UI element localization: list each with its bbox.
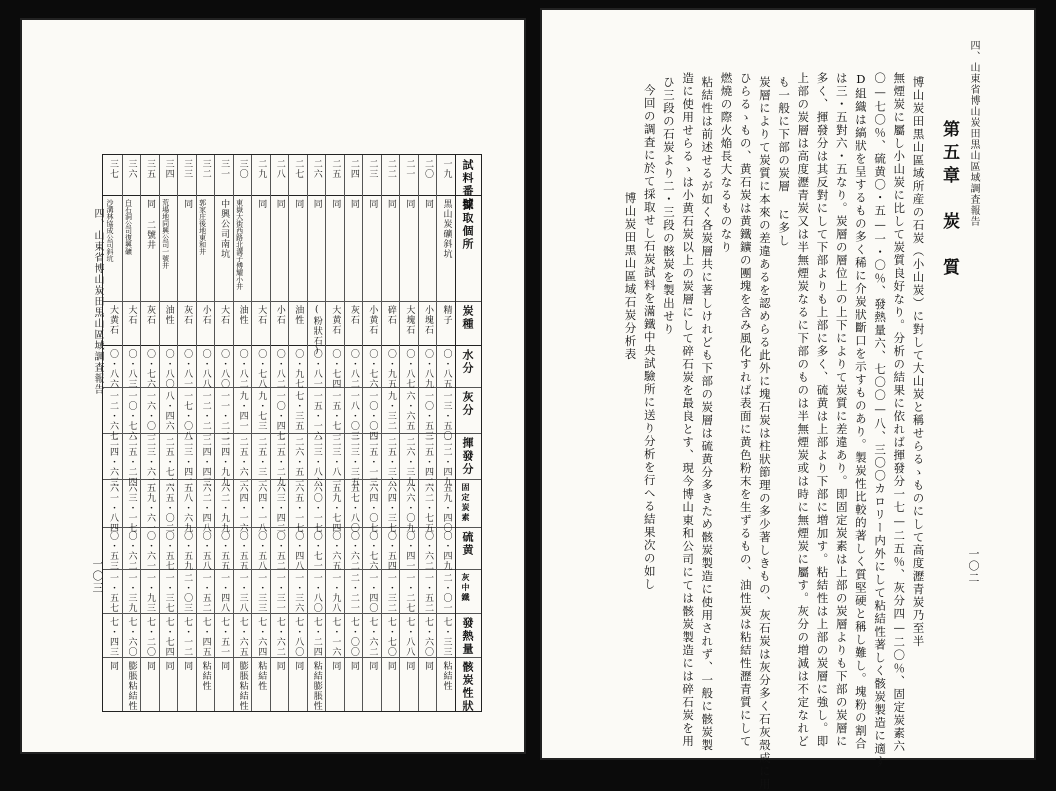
table-cell-ash_iron: 二・二一 — [348, 573, 359, 613]
table-column-divider — [362, 155, 363, 711]
table-cell-calorie: 七・八〇 — [293, 617, 304, 657]
table-cell-fixed_carbon: 六二・四八 — [200, 483, 211, 533]
table-cell-sulfur: 〇・五五 — [237, 531, 248, 571]
table-cell-no: 二一 — [404, 159, 415, 179]
table-cell-coke: 同 — [367, 661, 378, 671]
table-cell-ash_iron: 一・三八 — [237, 573, 248, 613]
table-cell-sulfur: 〇・五九 — [182, 531, 193, 571]
table-cell-coke: 粘結膨脹性 — [311, 661, 322, 711]
table-cell-coke: 同 — [163, 661, 174, 671]
table-cell-volatile: 二六・三九 — [404, 437, 415, 487]
table-cell-ash: 八・四六 — [163, 391, 174, 431]
table-cell-moisture: 〇・七四 — [330, 349, 341, 389]
table-cell-volatile: 二五・二四 — [126, 437, 137, 487]
table-cell-place: 白石洞公司復興礦 — [124, 199, 133, 255]
table-cell-fixed_carbon: 五九・六一 — [145, 483, 156, 533]
table-cell-calorie: 七・七四 — [163, 617, 174, 657]
table-cell-ash: 一〇・五三 — [422, 391, 433, 441]
table-column-divider — [177, 155, 178, 711]
left-page — [20, 18, 526, 754]
table-cell-coke: 同 — [404, 661, 415, 671]
table-cell-sulfur: 〇・五七 — [163, 531, 174, 571]
table-cell-sulfur: 〇・六一 — [145, 531, 156, 571]
table-cell-sulfur: 〇・五五 — [219, 531, 230, 571]
table-cell-fixed_carbon: 六四・〇七 — [367, 483, 378, 533]
table-cell-calorie: 七・三三 — [441, 617, 452, 657]
page-number: 一〇三 — [91, 558, 104, 594]
table-cell-moisture: 〇・八八 — [200, 349, 211, 389]
table-cell-sulfur: 〇・五八 — [200, 531, 211, 571]
table-cell-place: 同 — [422, 199, 433, 209]
table-cell-fixed_carbon: 五九・七四 — [330, 483, 341, 533]
table-cell-ash_iron: 一・三九 — [126, 573, 137, 613]
table-cell-ash: 九・七三 — [256, 391, 267, 431]
table-column-divider — [344, 155, 345, 711]
table-cell-kind: 小石 — [274, 305, 285, 325]
table-cell-moisture: 〇・八〇 — [163, 349, 174, 389]
table-cell-volatile: 二六・五一 — [293, 437, 304, 487]
table-cell-volatile: 二二・四九 — [441, 437, 452, 487]
table-cell-kind: 大石 — [256, 305, 267, 325]
table-column-divider — [140, 155, 141, 711]
table-cell-kind: 大石 — [126, 305, 137, 325]
table-cell-ash: 一〇・〇四 — [367, 391, 378, 441]
table-header-no: 試料番號 — [461, 159, 474, 211]
table-cell-ash: 一〇・七六 — [126, 391, 137, 441]
table-cell-ash: 一五・一六 — [311, 391, 322, 441]
table-cell-calorie: 七・六五 — [237, 617, 248, 657]
table-cell-moisture: 〇・八二 — [348, 349, 359, 389]
table-header-place: 採取個所 — [461, 199, 474, 251]
table-cell-place: 同 — [348, 199, 359, 209]
body-line: は三・五對六・五なり。炭層の層位上の上下によりて炭質に差違あり。即固定炭素は上部の炭層よりも下部の炭層に — [834, 72, 849, 748]
table-cell-fixed_carbon: 六六・〇九 — [404, 483, 415, 533]
table-cell-no: 二四 — [348, 159, 359, 179]
table-row-divider — [103, 301, 481, 302]
table-cell-calorie: 七・六二 — [367, 617, 378, 657]
table-cell-volatile: 二四・九九 — [219, 437, 230, 487]
table-cell-moisture: 〇・八三 — [126, 349, 137, 389]
table-cell-place: 同 — [404, 199, 415, 209]
table-cell-ash_iron: 一・五七 — [108, 573, 118, 613]
chapter-title: 第五章 炭 質 — [939, 120, 959, 281]
table-cell-coke: 粘結性 — [200, 661, 211, 691]
running-header-right: 四、山東省博山炭田黒山區域調査報告 — [968, 40, 979, 227]
body-line: 博山炭田黒山區域石炭分析表 — [623, 192, 638, 361]
table-cell-no: 三四 — [163, 159, 174, 179]
body-line: 造に使用せらるゝは小黄石炭以上の炭層にして碎石炭を最良とす、現今博山東和公司にては骸炭製造には碎石炭を用 — [681, 72, 696, 748]
table-cell-ash: 一三・五〇 — [441, 391, 452, 441]
table-cell-sulfur: 〇・五四 — [385, 531, 396, 571]
table-cell-ash: 一〇・四七 — [274, 391, 285, 441]
table-cell-volatile: 二五・二九 — [274, 437, 285, 487]
table-cell-ash_iron: 一・八〇 — [311, 573, 322, 613]
table-cell-ash_iron: 一・四八 — [219, 573, 230, 613]
table-cell-volatile: 二五・一三 — [367, 437, 378, 487]
table-cell-volatile: 二四・六三 — [108, 437, 118, 487]
table-cell-moisture: 〇・八五 — [441, 349, 452, 389]
table-cell-sulfur: 〇・六二 — [126, 531, 137, 571]
table-cell-coke: 同 — [145, 661, 156, 671]
table-cell-sulfur: 〇・五三 — [108, 531, 118, 571]
table-cell-coke: 同 — [330, 661, 341, 671]
table-cell-ash: 一二・六七 — [108, 391, 118, 441]
table-cell-ash_iron: 一・五二 — [422, 573, 433, 613]
table-cell-sulfur: 〇・五八 — [256, 531, 267, 571]
table-cell-volatile: 二四・四三 — [200, 437, 211, 487]
table-cell-moisture: 〇・八一 — [182, 349, 193, 389]
table-cell-no: 一九 — [441, 159, 452, 179]
table-cell-kind: 大石 — [219, 305, 230, 325]
table-cell-calorie: 七・六〇 — [126, 617, 137, 657]
table-cell-no: 三一 — [219, 159, 230, 179]
body-line: 博山炭田黒山區域所産の石炭（小山炭）に對して大山炭と稱せらるゝものにして高度瀝青炭乃至半 — [911, 76, 926, 648]
table-cell-fixed_carbon: 六五・〇二 — [163, 483, 174, 533]
table-cell-ash_iron: 二・〇三 — [182, 573, 193, 613]
body-line: 多く、揮發分は其反對にして下部よりも上部に多く、硫黄は上部より下部に増加す。粘結性は上部の炭層に強し。即 — [815, 72, 830, 748]
table-column-divider — [436, 155, 437, 711]
table-cell-calorie: 七・二〇 — [145, 617, 156, 657]
table-column-divider — [214, 155, 215, 711]
table-header-coke: 骸炭性狀 — [461, 661, 474, 713]
table-cell-fixed_carbon: 六四・一六 — [237, 483, 248, 533]
table-cell-place: 同 — [311, 199, 322, 209]
table-column-divider — [418, 155, 419, 711]
table-cell-ash: 七・三五 — [293, 391, 304, 431]
table-cell-ash_iron: 一・三三 — [256, 573, 267, 613]
table-cell-coke: 同 — [182, 661, 193, 671]
table-header-volatile: 揮發分 — [461, 437, 474, 476]
table-cell-kind: (粉狀石) — [311, 305, 322, 357]
body-line: 上部の炭層は高度瀝青炭又は半無煙炭なるに下部のものは半無煙炭或は時に無煙炭に屬す。灰分の増減は不定なれど — [796, 72, 811, 748]
table-cell-fixed_carbon: 六二・七五 — [422, 483, 433, 533]
table-cell-place: 中興公司南坑 — [219, 199, 230, 259]
table-cell-volatile: 二三・六二 — [145, 437, 156, 487]
table-header-ash_calorie: 灰中鐵 — [461, 573, 471, 603]
table-cell-no: 三七 — [108, 159, 118, 179]
table-cell-fixed_carbon: 六〇・一七 — [311, 483, 322, 533]
table-cell-ash_iron: 二・〇一 — [441, 573, 452, 613]
table-cell-kind: 小石 — [200, 305, 211, 325]
table-cell-ash: 一八・〇三 — [348, 391, 359, 441]
table-cell-kind: 油性 — [163, 305, 174, 325]
table-cell-moisture: 〇・八二 — [237, 349, 248, 389]
body-line: 今回の調査に於て採取せし石炭試料を滿鐵中央試驗所に送り分析を行へる結果次の如し — [642, 84, 657, 591]
table-cell-place: 同 — [274, 199, 285, 209]
table-header-sulfur: 硫黄 — [461, 531, 474, 557]
table-cell-ash: 一二・二一 — [200, 391, 211, 441]
table-cell-coke: 同 — [108, 661, 118, 671]
table-cell-volatile: 二五・三一 — [256, 437, 267, 487]
table-cell-ash_iron: 一・九三 — [145, 573, 156, 613]
table-cell-calorie: 七・〇〇 — [348, 617, 359, 657]
table-cell-ash: 六・六五 — [404, 391, 415, 431]
table-cell-place: 東嶽大街西路北溝子傅耀小井 — [235, 199, 244, 290]
table-cell-kind: 大黄石 — [108, 305, 118, 335]
table-cell-moisture: 〇・七六 — [367, 349, 378, 389]
table-cell-place: 沙溝林協成公司斜坑 — [106, 199, 114, 262]
table-cell-coke: 粘結性 — [441, 661, 452, 691]
table-cell-kind: 大黄石 — [330, 305, 341, 335]
table-cell-kind: 灰石 — [182, 305, 193, 325]
table-cell-ash: 一六・〇一 — [145, 391, 156, 441]
table-cell-ash_iron: 一・五二 — [200, 573, 211, 613]
table-column-divider — [381, 155, 382, 711]
table-cell-no: 二八 — [274, 159, 285, 179]
table-cell-no: 三〇 — [237, 159, 248, 179]
table-cell-ash: 一一・二二 — [219, 391, 230, 441]
table-cell-sulfur: 〇・六五 — [330, 531, 341, 571]
table-cell-kind: 灰石 — [348, 305, 359, 325]
table-column-divider — [325, 155, 326, 711]
table-cell-no: 三二 — [200, 159, 211, 179]
table-cell-coke: 膨脹粘結性 — [237, 661, 248, 711]
table-cell-moisture: 〇・八六 — [108, 349, 118, 389]
table-row-divider — [103, 613, 481, 614]
table-cell-fixed_carbon: 六三・一七 — [126, 483, 137, 533]
table-header-fixed_carbon: 固定炭素 — [461, 483, 471, 523]
body-line: 粘結性は前述せるが如く各炭層共に著しけれども下部の炭層は硫黄分多きため骸炭製造に使用されず、一般に骸炭製 — [700, 76, 715, 752]
table-cell-ash: 九・四一 — [237, 391, 248, 431]
table-header-ash: 灰分 — [461, 391, 474, 417]
table-cell-kind: 小塊石 — [422, 305, 433, 335]
table-cell-place: 同 — [367, 199, 378, 209]
table-cell-sulfur: 〇・七一 — [311, 531, 322, 571]
table-cell-coke: 同 — [422, 661, 433, 671]
table-cell-fixed_carbon: 六五・一七 — [293, 483, 304, 533]
table-cell-coke: 同 — [348, 661, 359, 671]
body-line: D組織は縞狀を呈するもの多く稀に介炭狀斷口を示すものあり。製炭性比較的著しく質堅硬と稱し難し。塊粉の割合 — [853, 72, 868, 751]
table-cell-moisture: 〇・九七 — [293, 349, 304, 389]
table-cell-ash_iron: 一・三二 — [385, 573, 396, 613]
table-row-divider — [103, 345, 481, 346]
table-cell-sulfur: 〇・六二 — [348, 531, 359, 571]
table-column-divider — [288, 155, 289, 711]
table-column-divider — [233, 155, 234, 711]
body-line: ひ三段の石炭より二・三段の骸炭を製出せり — [661, 76, 676, 336]
table-column-divider — [159, 155, 160, 711]
table-column-divider — [455, 155, 456, 711]
table-cell-coke: 同 — [274, 661, 285, 671]
coal-analysis-table — [102, 154, 482, 712]
table-cell-moisture: 〇・九五 — [385, 349, 396, 389]
table-column-divider — [307, 155, 308, 711]
table-cell-moisture: 〇・八九 — [422, 349, 433, 389]
table-cell-ash_iron: 一・三一 — [274, 573, 285, 613]
table-cell-no: 三三 — [182, 159, 193, 179]
table-cell-calorie: 七・四三 — [108, 617, 118, 657]
table-cell-place: 同 — [256, 199, 267, 209]
table-cell-no: 二九 — [256, 159, 267, 179]
table-cell-fixed_carbon: 五七・八〇 — [348, 483, 359, 533]
table-cell-no: 三五 — [145, 159, 156, 179]
table-cell-fixed_carbon: 六四・一八 — [256, 483, 267, 533]
table-cell-volatile: 二三・八一 — [330, 437, 341, 487]
table-cell-fixed_carbon: 六二・九九 — [219, 483, 230, 533]
table-cell-calorie: 七・六四 — [256, 617, 267, 657]
table-cell-ash: 一七・〇八 — [182, 391, 193, 441]
table-cell-sulfur: 〇・七六 — [367, 531, 378, 571]
table-cell-ash_iron: 一・四〇 — [367, 573, 378, 613]
table-cell-volatile: 二五・四二 — [422, 437, 433, 487]
body-line: 無煙炭に屬し小山炭に比して炭質良好なり。分析の結果に依れば揮發分一七—二五％、灰分四—二〇％、固定炭素六 — [892, 72, 907, 753]
table-cell-moisture: 〇・七六 — [145, 349, 156, 389]
table-cell-no: 二六 — [311, 159, 322, 179]
table-cell-place: 荒場地同興公司一號井 — [161, 199, 170, 269]
table-cell-volatile: 二三・三五 — [348, 437, 359, 487]
table-cell-ash_iron: 一・九八 — [330, 573, 341, 613]
table-cell-calorie: 七・四五 — [200, 617, 211, 657]
table-cell-coke: 粘結性 — [256, 661, 267, 691]
table-cell-ash: 一五・七一 — [330, 391, 341, 441]
table-cell-calorie: 七・六〇 — [422, 617, 433, 657]
table-cell-calorie: 七・一六 — [330, 617, 341, 657]
table-cell-kind: 小黄石 — [367, 305, 378, 335]
table-cell-ash_iron: 一・三七 — [163, 573, 174, 613]
table-cell-no: 二二 — [385, 159, 396, 179]
table-cell-kind: 精子 — [441, 305, 452, 325]
table-cell-moisture: 〇・七八 — [256, 349, 267, 389]
table-cell-coke: 同 — [385, 661, 396, 671]
table-row-divider — [103, 195, 481, 196]
table-column-divider — [399, 155, 400, 711]
table-cell-ash_iron: 一・二七 — [404, 573, 415, 613]
table-cell-place: 郭家庄後地東和井 — [198, 199, 207, 255]
table-column-divider — [122, 155, 123, 711]
table-cell-moisture: 〇・八二 — [274, 349, 285, 389]
table-cell-volatile: 二五・七二 — [163, 437, 174, 487]
table-header-calorie: 發熱量 — [461, 617, 474, 656]
table-column-divider — [251, 155, 252, 711]
body-line: 炭層によりて炭質に本來の差違あるを認めらる此外に塊石炭は柱狀節理の多少著しきもの、灰石炭は灰分多く石灰殼成に用 — [757, 76, 772, 791]
table-cell-place: 同 二號井 — [145, 199, 156, 250]
table-cell-kind: 灰石 — [145, 305, 156, 325]
table-cell-sulfur: 〇・五二 — [274, 531, 285, 571]
table-cell-kind: 碎石 — [385, 305, 396, 325]
running-header: 四、山東省博山炭田黒山區域調査報告 — [92, 208, 103, 395]
table-cell-no: 二〇 — [422, 159, 433, 179]
table-cell-place: 同 — [385, 199, 396, 209]
table-cell-fixed_carbon: 五八・六九 — [182, 483, 193, 533]
body-line: 燃燒の際火焔長大なるものなり — [719, 72, 734, 254]
table-cell-no: 二三 — [367, 159, 378, 179]
table-cell-coke: 同 — [219, 661, 230, 671]
table-cell-kind: 油性 — [237, 305, 248, 325]
table-cell-fixed_carbon: 六四・三七 — [385, 483, 396, 533]
table-row-divider — [103, 657, 481, 658]
table-cell-no: 二七 — [293, 159, 304, 179]
table-cell-volatile: 二五・六一 — [237, 437, 248, 487]
table-cell-no: 二五 — [330, 159, 341, 179]
table-cell-sulfur: 〇・六二 — [422, 531, 433, 571]
table-cell-moisture: 〇・八〇 — [219, 349, 230, 389]
table-cell-ash_iron: 一・三六 — [293, 573, 304, 613]
table-column-divider — [270, 155, 271, 711]
table-cell-fixed_carbon: 六三・四二 — [274, 483, 285, 533]
table-cell-place: 同 — [182, 199, 193, 209]
table-cell-volatile: 二三・四二 — [182, 437, 193, 487]
table-cell-fixed_carbon: 六一・八四 — [108, 483, 118, 533]
right-page — [540, 8, 1036, 791]
table-cell-place: 黒山炭礦斜坑 — [441, 199, 452, 259]
body-line: も一般に下部の炭層 に多し — [777, 76, 792, 248]
table-cell-sulfur: 〇・四九 — [441, 531, 452, 571]
table-header-moisture: 水分 — [461, 349, 474, 375]
table-cell-calorie: 七・五一 — [219, 617, 230, 657]
table-cell-place: 同 — [330, 199, 341, 209]
table-cell-calorie: 七・六二 — [274, 617, 285, 657]
table-cell-kind: 油性 — [293, 305, 304, 325]
table-cell-calorie: 七・一二 — [182, 617, 193, 657]
body-line: ひらるゝもの、黄石炭は黄鐵鑛の團塊を含み風化すれば表面に黄色粉末を生ずるもの、油性炭は粘結性瀝青質にして — [738, 72, 753, 748]
page-number-right: 一〇二 — [967, 548, 980, 584]
table-cell-ash: 九・三二 — [385, 391, 396, 431]
table-cell-fixed_carbon: 五九・四〇 — [441, 483, 452, 533]
table-cell-no: 三六 — [126, 159, 137, 179]
table-column-divider — [196, 155, 197, 711]
table-cell-volatile: 二三・八六 — [311, 437, 322, 487]
table-cell-moisture: 〇・八一 — [311, 349, 322, 389]
table-cell-coke: 同 — [293, 661, 304, 671]
table-cell-calorie: 七・二四 — [311, 617, 322, 657]
table-cell-sulfur: 〇・四一 — [404, 531, 415, 571]
table-cell-sulfur: 〇・四八 — [293, 531, 304, 571]
table-cell-calorie: 七・八八 — [404, 617, 415, 657]
table-cell-volatile: 二五・三六 — [385, 437, 396, 487]
table-cell-kind: 大塊石 — [404, 305, 415, 335]
table-cell-calorie: 七・七〇 — [385, 617, 396, 657]
table-cell-coke: 膨脹粘結性 — [126, 661, 137, 711]
body-line: 〇—七〇％、硫黄〇・五—一・〇％、發熱量六、七〇〇—八、三〇〇カロリー内外にして粘結性著しく骸炭製造に適す — [873, 72, 888, 769]
table-cell-place: 同 — [293, 199, 304, 209]
table-header-kind: 炭種 — [461, 305, 474, 331]
table-cell-moisture: 〇・八七 — [404, 349, 415, 389]
